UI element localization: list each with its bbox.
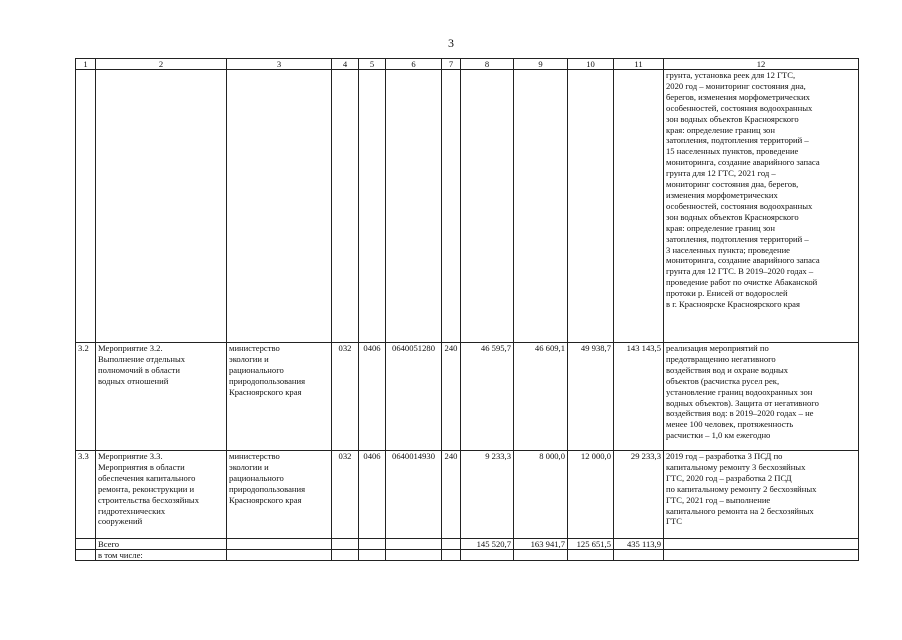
cell: [614, 70, 664, 343]
text-line: рационального: [229, 472, 284, 483]
text-line: установление границ водоохранных зон: [666, 386, 813, 397]
cell: [461, 550, 514, 561]
measure-name: [96, 451, 227, 539]
text-line: рационального: [229, 364, 284, 375]
text-line: Выполнение отдельных: [98, 353, 186, 364]
text-line: мониторинг состояния дна, берегов,: [666, 179, 799, 190]
text-line: природопользования: [229, 375, 306, 386]
result-text-continued: [664, 70, 859, 343]
col-header-11: 11: [614, 59, 664, 70]
text-line: сооружений: [98, 516, 143, 527]
cell: [332, 550, 359, 561]
text-line: зон водных объектов Красноярского: [666, 113, 799, 124]
text-line: Мероприятие 3.2.: [98, 343, 163, 353]
section-code: 0406: [359, 343, 386, 451]
cell: [96, 70, 227, 343]
text-line: обеспечения капитального: [98, 472, 196, 483]
text-line: затопления, подтопления территорий –: [666, 233, 809, 244]
text-line: протоки р. Енисей от водорослей: [666, 288, 788, 299]
text-line: мониторинга, создание аварийного запаса: [666, 157, 820, 168]
text-line: министерство: [229, 343, 280, 353]
text-line: воздействия вод: в 2019–2020 годах – не: [666, 408, 814, 419]
cell: [76, 70, 96, 343]
total-col9: 163 941,7: [514, 539, 568, 550]
amount-col9: 8 000,0: [514, 451, 568, 539]
text-line: проведение работ по очистке Абаканской: [666, 277, 818, 288]
row-number: 3.3: [76, 451, 96, 539]
text-line: грунта, установка реек для 12 ГТС,: [666, 70, 796, 80]
text-line: предотвращению негативного: [666, 353, 776, 364]
cell: [442, 550, 461, 561]
col-header-2: 2: [96, 59, 227, 70]
col-header-10: 10: [568, 59, 614, 70]
cell: [359, 539, 386, 550]
amount-col8: 46 595,7: [461, 343, 514, 451]
cell: [76, 539, 96, 550]
col-header-3: 3: [227, 59, 332, 70]
text-line: ремонта, реконструкции и: [98, 483, 195, 494]
text-line: 3 населенных пункта; проведение: [666, 244, 790, 255]
cell: [442, 539, 461, 550]
text-line: капитальному ремонту 3 бесхозяйных: [666, 461, 806, 472]
text-line: реализация мероприятий по: [666, 343, 769, 353]
target-article-code: 0640051280: [386, 343, 442, 451]
text-line: объектов (расчистка русел рек,: [666, 375, 780, 386]
amount-col8: 9 233,3: [461, 451, 514, 539]
col-header-7: 7: [442, 59, 461, 70]
page-number: 3: [448, 36, 454, 50]
expense-type-code: 240: [442, 451, 461, 539]
cell: [664, 550, 859, 561]
cell: [227, 539, 332, 550]
text-line: водных объектов). Защита от негативного: [666, 397, 819, 408]
total-label: Всего: [96, 539, 227, 550]
text-line: особенностей, состояния водоохранных: [666, 200, 813, 211]
cell: [442, 70, 461, 343]
text-line: берегов, изменения морфометрических: [666, 91, 810, 102]
cell: [386, 550, 442, 561]
text-line: ГТС, 2020 год – разработка 2 ПСД: [666, 472, 792, 483]
amount-col11: 143 143,5: [614, 343, 664, 451]
text-line: грунта для 12 ГТС, 2021 год –: [666, 168, 776, 179]
text-line: 2020 год – мониторинг состояния дна,: [666, 80, 806, 91]
cell: [332, 70, 359, 343]
grbs-code: 032: [332, 451, 359, 539]
text-line: полномочий в области: [98, 364, 180, 375]
text-line: Красноярского края: [229, 494, 302, 505]
cell: [514, 550, 568, 561]
executor: [227, 343, 332, 451]
text-line: края: определение границ зон: [666, 124, 775, 135]
text-line: зон водных объектов Красноярского: [666, 211, 799, 222]
text-line: 2019 год – разработка 3 ПСД по: [666, 451, 783, 461]
text-line: затопления, подтопления территорий –: [666, 135, 809, 146]
text-line: изменения морфометрических: [666, 189, 778, 200]
text-line: в г. Красноярске Красноярского края: [666, 299, 800, 310]
column-number-row: [76, 59, 859, 70]
text-line: экологии и: [229, 353, 269, 364]
cell: [359, 70, 386, 343]
col-header-5: 5: [359, 59, 386, 70]
cell: [359, 550, 386, 561]
text-line: министерство: [229, 451, 280, 461]
text-line: Красноярского края: [229, 386, 302, 397]
cell: [76, 550, 96, 561]
text-line: расчистки – 1,0 км ежегодно: [666, 430, 771, 441]
including-label: в том числе:: [96, 550, 227, 561]
cell: [664, 539, 859, 550]
total-col10: 125 651,5: [568, 539, 614, 550]
cell: [386, 70, 442, 343]
cell: [227, 70, 332, 343]
text-line: мониторинга, создание аварийного запаса: [666, 255, 820, 266]
amount-col10: 49 938,7: [568, 343, 614, 451]
cell: [332, 539, 359, 550]
text-line: гидротехнических: [98, 505, 166, 516]
text-line: капитального ремонта на 2 бесхозяйных: [666, 505, 814, 516]
text-line: ГТС: [666, 516, 682, 527]
program-table: [75, 58, 859, 561]
text-line: водных отношений: [98, 375, 169, 386]
col-header-4: 4: [332, 59, 359, 70]
col-header-8: 8: [461, 59, 514, 70]
total-col8: 145 520,7: [461, 539, 514, 550]
text-line: края: определение границ зон: [666, 222, 775, 233]
cell: [227, 550, 332, 561]
amount-col9: 46 609,1: [514, 343, 568, 451]
text-line: строительства бесхозяйных: [98, 494, 199, 505]
text-line: ГТС, 2021 год – выполнение: [666, 494, 771, 505]
text-line: особенностей, состояния водоохранных: [666, 102, 813, 113]
target-article-code: 0640014930: [386, 451, 442, 539]
amount-col11: 29 233,3: [614, 451, 664, 539]
text-line: природопользования: [229, 483, 306, 494]
amount-col10: 12 000,0: [568, 451, 614, 539]
col-header-9: 9: [514, 59, 568, 70]
cell: [461, 70, 514, 343]
text-line: Мероприятия в области: [98, 461, 185, 472]
cell: [568, 550, 614, 561]
executor: [227, 451, 332, 539]
text-line: экологии и: [229, 461, 269, 472]
including-row: [76, 550, 859, 561]
total-col11: 435 113,9: [614, 539, 664, 550]
table-row: [76, 343, 859, 451]
cell: [568, 70, 614, 343]
section-code: 0406: [359, 451, 386, 539]
expense-type-code: 240: [442, 343, 461, 451]
text-line: по капитальному ремонту 2 бесхозяйных: [666, 483, 817, 494]
row-number: 3.2: [76, 343, 96, 451]
col-header-1: 1: [76, 59, 96, 70]
total-row: [76, 539, 859, 550]
table-row-continued: [76, 70, 859, 343]
cell: [386, 539, 442, 550]
col-header-12: 12: [664, 59, 859, 70]
expected-result: [664, 343, 859, 451]
col-header-6: 6: [386, 59, 442, 70]
cell: [614, 550, 664, 561]
text-line: менее 100 человек, протяженность: [666, 419, 794, 430]
text-line: грунта для 12 ГТС. В 2019–2020 годах –: [666, 266, 814, 277]
grbs-code: 032: [332, 343, 359, 451]
table-row: [76, 451, 859, 539]
text-line: Мероприятие 3.3.: [98, 451, 163, 461]
text-line: воздействия вод и охране водных: [666, 364, 789, 375]
cell: [514, 70, 568, 343]
expected-result: [664, 451, 859, 539]
text-line: 15 населенных пунктов, проведение: [666, 146, 799, 157]
measure-name: [96, 343, 227, 451]
